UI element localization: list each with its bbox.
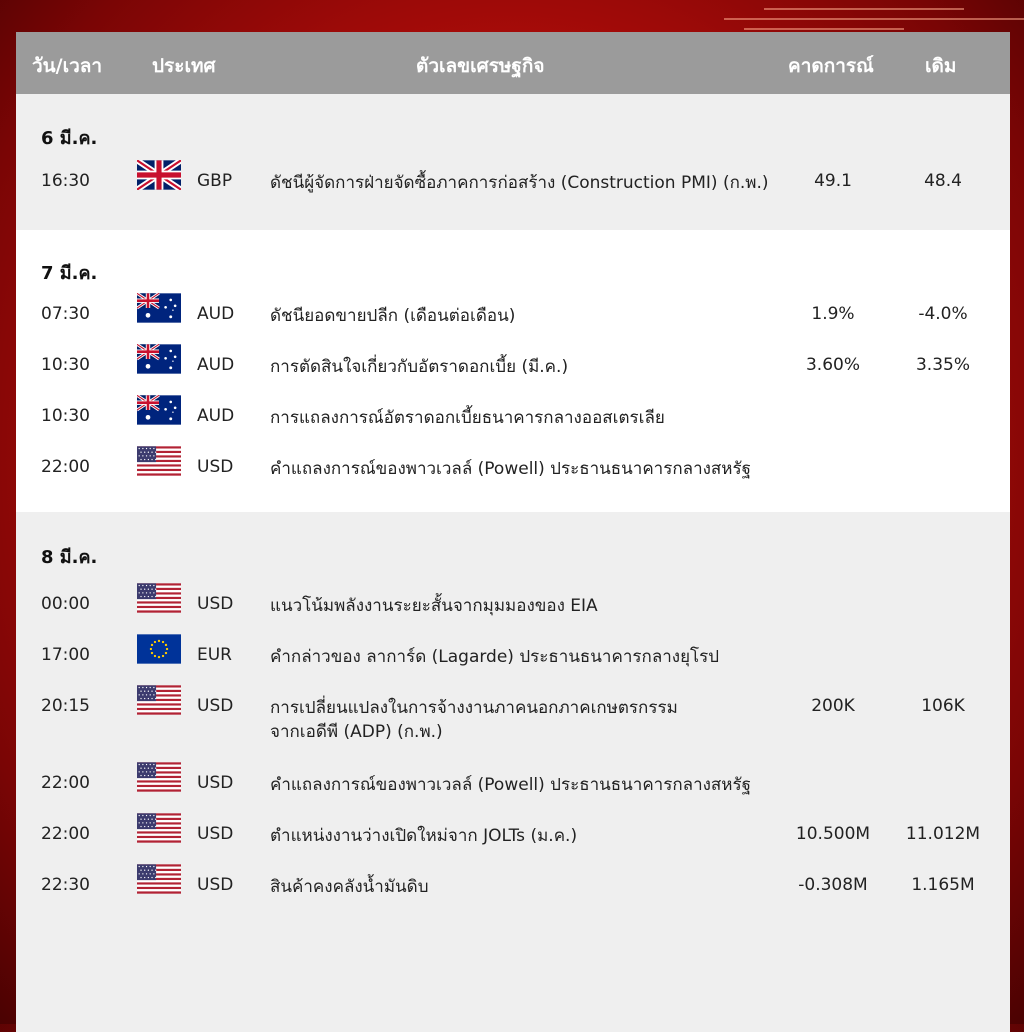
header-date-time: วัน/เวลา (32, 55, 103, 77)
header-country: ประเทศ (152, 55, 216, 77)
event-time: 22:00 (41, 773, 90, 793)
event-time: 16:30 (41, 171, 90, 191)
event-previous: 1.165M (911, 875, 975, 895)
event-indicator (270, 696, 790, 744)
event-row (16, 875, 1010, 915)
event-previous: 106K (921, 696, 965, 716)
eu-flag-icon (137, 634, 181, 664)
event-time: 00:00 (41, 594, 90, 614)
event-indicator (270, 355, 790, 379)
event-indicator-line: จากเอดีพี (ADP) (ก.พ.) (270, 722, 443, 742)
event-row (16, 171, 1010, 211)
event-indicator-line: การเปลี่ยนแปลงในการจ้างงานภาคนอกภาคเกษตรกรรม (270, 698, 678, 718)
event-time: 17:00 (41, 645, 90, 665)
event-row (16, 645, 1010, 685)
us-flag-icon (137, 583, 181, 613)
table-header (16, 32, 1010, 94)
event-time: 20:15 (41, 696, 90, 716)
us-flag-icon (137, 813, 181, 843)
australia-flag-icon (137, 344, 181, 374)
event-row (16, 696, 1010, 742)
event-row (16, 824, 1010, 864)
us-flag-icon (137, 864, 181, 894)
event-indicator-line: การตัดสินใจเกี่ยวกับอัตราดอกเบี้ย (มี.ค.) (270, 357, 569, 377)
event-indicator (270, 773, 790, 797)
header-forecast: คาดการณ์ (788, 55, 874, 77)
event-currency: USD (197, 696, 234, 716)
event-indicator (270, 594, 790, 618)
event-currency: AUD (197, 304, 235, 324)
event-row (16, 355, 1010, 395)
us-flag-icon (137, 762, 181, 792)
event-row (16, 457, 1010, 497)
event-indicator-line: ตำแหน่งงานว่างเปิดใหม่จาก JOLTs (ม.ค.) (270, 826, 578, 846)
event-row (16, 773, 1010, 813)
event-indicator-line: การแถลงการณ์อัตราดอกเบี้ยธนาคารกลางออสเตรเลีย (270, 408, 665, 428)
event-forecast: -0.308M (798, 875, 868, 895)
event-indicator-line: คำแถลงการณ์ของพาวเวลล์ (Powell) ประธานธนาคารกลางสหรัฐ (270, 459, 752, 479)
event-indicator (270, 304, 790, 328)
us-flag-icon (137, 446, 181, 476)
event-indicator (270, 645, 790, 669)
day-date-label: 6 มี.ค. (41, 128, 98, 149)
event-time: 07:30 (41, 304, 90, 324)
event-forecast: 1.9% (811, 304, 855, 324)
event-indicator (270, 171, 790, 195)
day-section (16, 512, 1010, 1032)
day-section (16, 94, 1010, 230)
event-previous: 48.4 (924, 171, 962, 191)
event-time: 22:30 (41, 875, 90, 895)
event-indicator-line: แนวโน้มพลังงานระยะสั้นจากมุมมองของ EIA (270, 596, 598, 616)
event-currency: EUR (197, 645, 232, 665)
day-section (16, 230, 1010, 512)
header-indicator: ตัวเลขเศรษฐกิจ (416, 55, 545, 77)
event-currency: USD (197, 773, 234, 793)
event-indicator-line: ดัชนียอดขายปลีก (เดือนต่อเดือน) (270, 306, 516, 326)
event-forecast: 10.500M (795, 824, 871, 844)
event-indicator (270, 406, 790, 430)
event-currency: AUD (197, 406, 235, 426)
event-previous: 11.012M (905, 824, 981, 844)
australia-flag-icon (137, 293, 181, 323)
event-forecast: 3.60% (805, 355, 860, 375)
us-flag-icon (137, 685, 181, 715)
event-forecast: 200K (811, 696, 855, 716)
event-indicator-line: ดัชนีผู้จัดการฝ่ายจัดซื้อภาคการก่อสร้าง (Construction PMI) (ก.พ.) (270, 173, 769, 193)
event-indicator (270, 875, 790, 899)
event-row (16, 406, 1010, 446)
event-currency: USD (197, 457, 234, 477)
calendar-body (16, 94, 1010, 1032)
event-currency: GBP (197, 171, 233, 191)
uk-flag-icon (137, 160, 181, 190)
event-time: 10:30 (41, 355, 90, 375)
event-currency: USD (197, 875, 234, 895)
event-currency: AUD (197, 355, 235, 375)
event-forecast: 49.1 (814, 171, 852, 191)
event-previous: -4.0% (918, 304, 968, 324)
event-row (16, 594, 1010, 634)
event-currency: USD (197, 594, 234, 614)
event-time: 10:30 (41, 406, 90, 426)
event-indicator-line: สินค้าคงคลังน้ำมันดิบ (270, 877, 429, 897)
event-time: 22:00 (41, 824, 90, 844)
event-indicator (270, 824, 790, 848)
event-currency: USD (197, 824, 234, 844)
event-previous: 3.35% (915, 355, 970, 375)
economic-calendar-panel (16, 32, 1010, 1024)
event-indicator-line: คำแถลงการณ์ของพาวเวลล์ (Powell) ประธานธนาคารกลางสหรัฐ (270, 775, 752, 795)
australia-flag-icon (137, 395, 181, 425)
event-indicator (270, 457, 790, 481)
header-previous: เดิม (925, 55, 957, 77)
event-row (16, 304, 1010, 344)
day-date-label: 8 มี.ค. (41, 547, 98, 568)
event-indicator-line: คำกล่าวของ ลาการ์ด (Lagarde) ประธานธนาคารกลางยุโรป (270, 647, 720, 667)
day-date-label: 7 มี.ค. (41, 263, 98, 284)
event-time: 22:00 (41, 457, 90, 477)
